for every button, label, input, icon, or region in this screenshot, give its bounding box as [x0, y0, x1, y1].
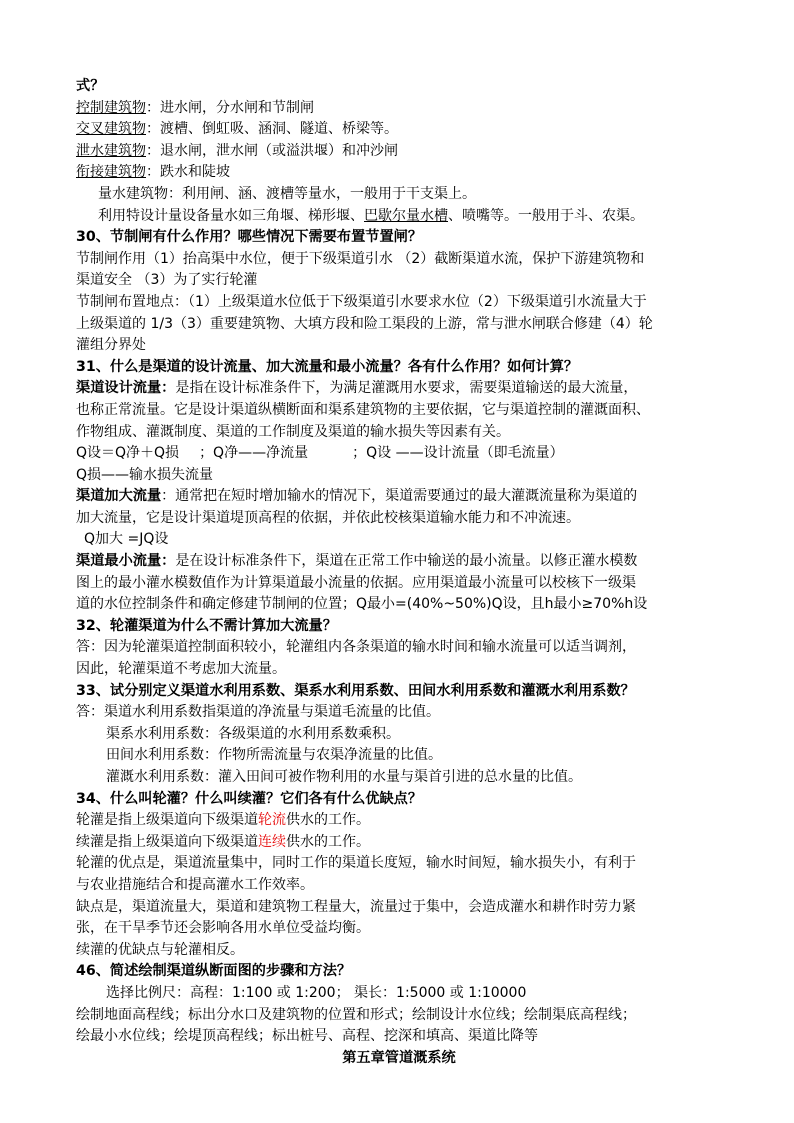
- answer-line: [76, 832, 722, 854]
- line-measuring-devices: [76, 206, 722, 228]
- term-spillway-structures: 泄水建筑物: [76, 142, 146, 159]
- formula-line: [76, 443, 722, 465]
- text: 轮灌是指上级渠道向下级渠道: [76, 812, 258, 829]
- text: ：渡槽、倒虹吸、涵洞、隧道、桥梁等。: [146, 121, 398, 138]
- formula: Q设＝Q净＋Q损: [76, 445, 180, 462]
- question-32: 32、轮灌渠道为什么不需计算加大流量？: [76, 617, 337, 634]
- formula: ；Q设 ——设计流量（即毛流量）: [352, 445, 564, 462]
- highlight-continuous: 连续: [258, 833, 286, 850]
- answer-line: 绘最小水位线；绘堤顶高程线；标出桩号、高程、挖深和填高、渠道比降等: [76, 1028, 538, 1045]
- heading-fragment: 式？: [76, 78, 105, 94]
- answer-line: 缺点是，渠道流量大，渠道和建筑物工程量大，流量过于集中，会造成灌水和耕作时劳力紧: [76, 898, 636, 915]
- line-spillway-structures: [76, 141, 722, 163]
- answer-line: 答：渠道水利用系数指渠道的净流量与渠道毛流量的比值。: [76, 704, 440, 721]
- answer-line: 续灌的优缺点与轮灌相反。: [76, 941, 244, 958]
- paragraph-line: 加大流量，它是设计渠道堤顶高程的依据，并依此校核渠道输水能力和不冲流速。: [76, 509, 580, 526]
- text: 是在设计标准条件下，渠道在正常工作中输送的最小流量。以修正灌水模数: [175, 553, 638, 570]
- formula-line: Q损——输水损失流量: [76, 466, 214, 483]
- paragraph-line: 道的水位控制条件和确定修建节制闸的位置；Q最小=(40%~50%)Q设，且h最小≥70%h设: [76, 596, 648, 613]
- document-page: [76, 76, 722, 1069]
- paragraph-line: 灌组分界处: [76, 337, 146, 354]
- question-30: 30、节制闸有什么作用？哪些情况下需要布置节置闸？: [76, 229, 423, 246]
- term-minimum-flow: 渠道最小流量：: [76, 553, 176, 570]
- answer-line: [76, 810, 722, 832]
- paragraph-line: 图上的最小灌水模数值作为计算渠道最小流量的依据。应用渠道最小流量可以校核下一级渠: [76, 574, 636, 591]
- formula-line: Q加大 =JQ设: [84, 531, 169, 548]
- question-33: 33、试分别定义渠道水利用系数、渠系水利用系数、田间水利用系数和灌溉水利用系数？: [76, 682, 635, 699]
- text: ：跌水和陡坡: [146, 164, 230, 181]
- term-connecting-structures: 衔接建筑物: [76, 164, 146, 181]
- paragraph-line: 上级渠道的 1/3（3）重要建筑物、大填方段和险工渠段的上游，常与泄水闸联合修建（4）轮: [76, 315, 653, 332]
- answer-line: 渠系水利用系数：各级渠道的水利用系数乘积。: [106, 725, 400, 742]
- question-34: 34、什么叫轮灌？什么叫续灌？它们各有什么优缺点？: [76, 790, 423, 807]
- formula: ；Q净——净流量: [199, 445, 309, 462]
- paragraph-line: [76, 551, 722, 573]
- paragraph-line: 作物组成、灌溉制度、渠道的工作制度及渠道的输水损失等因素有关。: [76, 423, 510, 440]
- term-cross-structures: 交叉建筑物: [76, 121, 146, 138]
- answer-line: 因此，轮灌渠道不考虑加大流量。: [76, 661, 286, 678]
- chapter-heading: 第五章管道溉系统: [342, 1049, 456, 1066]
- paragraph-line: 节制闸作用（1）抬高渠中水位，便于下级渠道引水 （2）截断渠道水流，保护下游建筑物和: [76, 250, 645, 267]
- line-control-structures: [76, 98, 722, 120]
- text: ：进水闸，分水闸和节制闸: [146, 99, 314, 116]
- text: 利用特设计量设备量水如三角堰、梯形堰、: [98, 207, 364, 224]
- answer-line: 田间水利用系数：作物所需流量与农渠净流量的比值。: [106, 747, 442, 764]
- term-control-structures: 控制建筑物: [76, 99, 146, 116]
- term-increased-flow: 渠道加大流量: [76, 488, 162, 505]
- text: ：通常把在短时增加输水的情况下，渠道需要通过的最大灌溉流量称为渠道的: [161, 488, 638, 505]
- answer-line: 答：因为轮灌渠道控制面积较小，轮灌组内各条渠道的输水时间和输水流量可以适当调剂，: [76, 639, 636, 656]
- answer-line: 选择比例尺：高程：1:100 或 1:200； 渠长：1:5000 或 1:10000: [106, 984, 527, 1001]
- term-parshall-flume: 巴歇尔量水槽: [364, 207, 448, 224]
- text: 供水的工作。: [286, 812, 370, 829]
- paragraph-line: 节制闸布置地点：（1）上级渠道水位低于下级渠道引水要求水位（2）下级渠道引水流量大于: [76, 293, 647, 310]
- answer-line: 绘制地面高程线；标出分水口及建筑物的位置和形式；绘制设计水位线；绘制渠底高程线；: [76, 1006, 636, 1023]
- text: ：退水闸，泄水闸（或溢洪堰）和冲沙闸: [146, 142, 398, 159]
- text: 是指在设计标准条件下，为满足灌溉用水要求，需要渠道输送的最大流量，: [175, 380, 638, 397]
- term-design-flow: 渠道设计流量：: [76, 380, 176, 397]
- question-31: 31、什么是渠道的设计流量、加大流量和最小流量？各有什么作用？如何计算？: [76, 358, 579, 375]
- answer-line: 与农业措施结合和提高灌水工作效率。: [76, 876, 314, 893]
- paragraph-line: 渠道安全 （3）为了实行轮灌: [76, 272, 258, 289]
- text: 续灌是指上级渠道向下级渠道: [76, 833, 258, 850]
- answer-line: 灌溉水利用系数：灌入田间可被作物利用的水量与渠首引进的总水量的比值。: [106, 769, 582, 785]
- paragraph-line: 也称正常流量。它是设计渠道纵横断面和渠系建筑物的主要依据，它与渠道控制的灌溉面积、: [76, 401, 650, 418]
- answer-line: 张，在干旱季节还会影响各用水单位受益均衡。: [76, 920, 370, 937]
- highlight-rotation: 轮流: [258, 812, 286, 829]
- line-connecting-structures: [76, 162, 722, 184]
- question-46: 46、简述绘制渠道纵断面图的步骤和方法？: [76, 963, 352, 980]
- text: 供水的工作。: [286, 833, 370, 850]
- line-cross-structures: [76, 119, 722, 141]
- line-measuring-structures: 量水建筑物：利用闸、涵、渡槽等量水，一般用于干支渠上。: [98, 185, 476, 202]
- paragraph-line: [76, 378, 722, 400]
- text: 、喷嘴等。一般用于斗、农渠。: [448, 207, 644, 224]
- answer-line: 轮灌的优点是，渠道流量集中，同时工作的渠道长度短，输水时间短，输水损失小，有利于: [76, 855, 636, 872]
- paragraph-line: [76, 486, 722, 508]
